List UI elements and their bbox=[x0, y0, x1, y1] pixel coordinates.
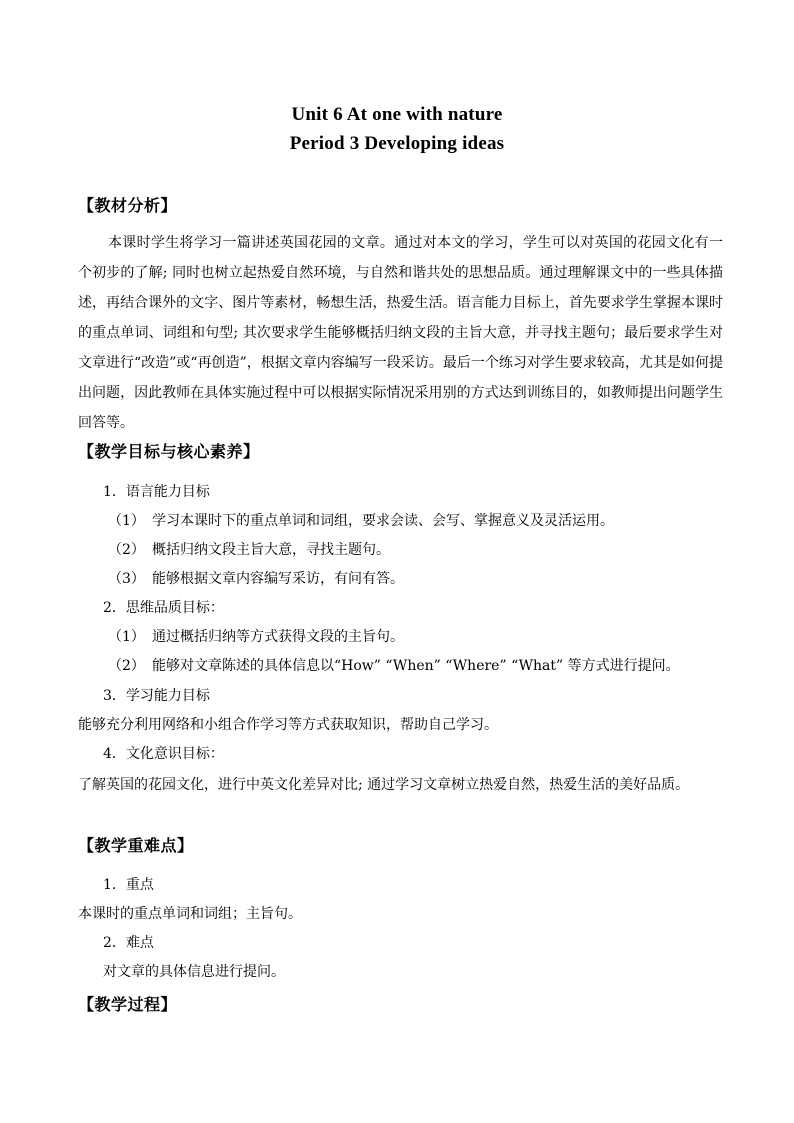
difficult-point-title: 2．难点 bbox=[103, 935, 154, 951]
list-item-text: 概括归纳文段主旨大意，寻找主题句。 bbox=[152, 542, 390, 558]
section-heading-teaching-goals: 【教学目标与核心素养】 bbox=[78, 442, 260, 461]
list-item-text: 能够对文章陈述的具体信息以“How” “When” “Where” “What” 等方式进行提问。 bbox=[152, 658, 680, 674]
section-heading-teaching-process: 【教学过程】 bbox=[78, 995, 178, 1014]
goal-learning-ability-title: 3．学习能力目标 bbox=[103, 688, 210, 704]
key-point-text: 本课时的重点单词和词组；主旨句。 bbox=[78, 906, 302, 922]
goal-learning-ability-text: 能够充分利用网络和小组合作学习等方式获取知识，帮助自己学习。 bbox=[78, 717, 498, 733]
list-item-text: 通过概括归纳等方式获得文段的主旨句。 bbox=[152, 629, 404, 645]
list-item bbox=[108, 656, 758, 676]
list-item-number: （1） bbox=[108, 629, 145, 645]
section-heading-key-difficult-points: 【教学重难点】 bbox=[78, 836, 194, 855]
goal-thinking-quality-title: 2．思维品质目标： bbox=[103, 600, 224, 616]
list-item-number: （2） bbox=[108, 542, 145, 558]
list-item bbox=[108, 627, 758, 647]
list-item-number: （2） bbox=[108, 658, 145, 674]
document-title-unit: Unit 6 At one with nature bbox=[291, 104, 503, 125]
list-item bbox=[108, 511, 758, 531]
list-item-number: （3） bbox=[108, 571, 145, 587]
material-analysis-paragraph: 本课时学生将学习一篇讲述英国花园的文章。通过对本文的学习，学生可以对英国的花园文化有一个初步的了解; 同时也树立起热爱自然环境，与自然和谐共处的思想品质。通过理解课文中的一些具体描述，再结合课外的文字、图片等素材，畅想生活，热爱生活。语言能力目标上，首先要求学生掌握本课时的重点单词、词组和句型; 其次要求学生能够概括归纳文段的主旨大意，并寻找主题句；最后要求学生对文章进行“改造”或“再创造”，根据文章内容编写一段采访。最后一个练习对学生要求较高，尤其是如何提出问题，因此教师在具体实施过程中可以根据实际情况采用别的方式达到训练目的，如教师提出问题学生回答等。 bbox=[78, 235, 723, 431]
list-item bbox=[108, 569, 758, 589]
section-heading-material-analysis: 【教材分析】 bbox=[78, 196, 178, 215]
goal-language-ability-title: 1．语言能力目标 bbox=[103, 484, 210, 500]
goal-cultural-awareness-text: 了解英国的花园文化，进行中英文化差异对比; 通过学习文章树立热爱自然，热爱生活的美好品质。 bbox=[78, 777, 690, 793]
list-item bbox=[108, 540, 758, 560]
list-item-number: （1） bbox=[108, 513, 145, 529]
list-item-text: 能够根据文章内容编写采访，有问有答。 bbox=[152, 571, 404, 587]
key-point-title: 1．重点 bbox=[103, 877, 154, 893]
list-item-text: 学习本课时下的重点单词和词组，要求会读、会写、掌握意义及灵活运用。 bbox=[152, 513, 614, 529]
difficult-point-text: 对文章的具体信息进行提问。 bbox=[103, 964, 285, 980]
goal-cultural-awareness-title: 4．文化意识目标： bbox=[103, 746, 224, 762]
document-title-period: Period 3 Developing ideas bbox=[289, 133, 505, 154]
